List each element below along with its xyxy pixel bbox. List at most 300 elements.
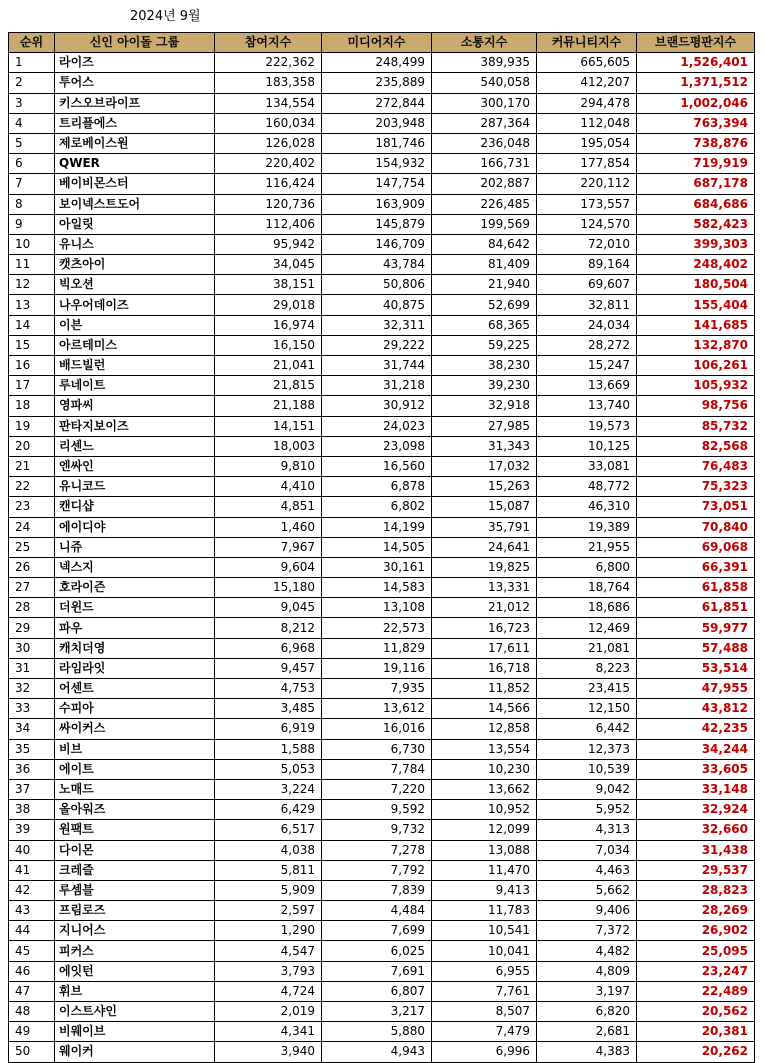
- table-row: [9, 214, 755, 234]
- media-cell: 32,311: [322, 315, 432, 335]
- group-name-cell: 배드빌런: [55, 356, 215, 376]
- communication-cell: 16,723: [432, 618, 537, 638]
- participation-cell: 5,811: [215, 860, 322, 880]
- communication-cell: 27,985: [432, 416, 537, 436]
- communication-cell: 13,331: [432, 578, 537, 598]
- table-row: [9, 275, 755, 295]
- media-cell: 23,098: [322, 436, 432, 456]
- brand-index-cell: 23,247: [637, 961, 755, 981]
- group-name-cell: 빅오션: [55, 275, 215, 295]
- rank-cell: 48: [9, 1002, 55, 1022]
- group-name-cell: 에잇턴: [55, 961, 215, 981]
- communication-cell: 10,230: [432, 759, 537, 779]
- table-row: [9, 356, 755, 376]
- participation-cell: 3,793: [215, 961, 322, 981]
- group-name-cell: 라이즈: [55, 53, 215, 73]
- col-community-header: 커뮤니티지수: [537, 33, 637, 53]
- media-cell: 272,844: [322, 93, 432, 113]
- media-cell: 5,880: [322, 1022, 432, 1042]
- rank-cell: 18: [9, 396, 55, 416]
- brand-index-cell: 69,068: [637, 537, 755, 557]
- group-name-cell: 지니어스: [55, 921, 215, 941]
- table-row: [9, 578, 755, 598]
- group-name-cell: 노매드: [55, 779, 215, 799]
- group-name-cell: 트리플에스: [55, 113, 215, 133]
- group-name-cell: 올아워즈: [55, 800, 215, 820]
- communication-cell: 10,541: [432, 921, 537, 941]
- group-name-cell: 싸이커스: [55, 719, 215, 739]
- participation-cell: 4,851: [215, 497, 322, 517]
- group-name-cell: 투어스: [55, 73, 215, 93]
- community-cell: 46,310: [537, 497, 637, 517]
- communication-cell: 6,955: [432, 961, 537, 981]
- communication-cell: 32,918: [432, 396, 537, 416]
- group-name-cell: 루셈블: [55, 880, 215, 900]
- participation-cell: 126,028: [215, 133, 322, 153]
- table-row: [9, 618, 755, 638]
- group-name-cell: 어센트: [55, 679, 215, 699]
- participation-cell: 9,457: [215, 658, 322, 678]
- col-group-header: 신인 아이돌 그룹: [55, 33, 215, 53]
- rank-cell: 1: [9, 53, 55, 73]
- group-name-cell: 캐치더영: [55, 638, 215, 658]
- brand-index-cell: 66,391: [637, 557, 755, 577]
- community-cell: 665,605: [537, 53, 637, 73]
- community-cell: 9,406: [537, 901, 637, 921]
- rank-cell: 23: [9, 497, 55, 517]
- rank-cell: 21: [9, 456, 55, 476]
- rank-cell: 32: [9, 679, 55, 699]
- table-row: [9, 719, 755, 739]
- community-cell: 13,740: [537, 396, 637, 416]
- media-cell: 7,699: [322, 921, 432, 941]
- participation-cell: 116,424: [215, 174, 322, 194]
- brand-index-cell: 763,394: [637, 113, 755, 133]
- participation-cell: 6,429: [215, 800, 322, 820]
- table-row: [9, 113, 755, 133]
- col-brand-header: 브랜드평판지수: [637, 33, 755, 53]
- rank-cell: 9: [9, 214, 55, 234]
- rank-cell: 31: [9, 658, 55, 678]
- group-name-cell: QWER: [55, 154, 215, 174]
- rank-cell: 44: [9, 921, 55, 941]
- media-cell: 7,792: [322, 860, 432, 880]
- brand-index-cell: 1,002,046: [637, 93, 755, 113]
- media-cell: 14,583: [322, 578, 432, 598]
- rank-cell: 28: [9, 598, 55, 618]
- communication-cell: 540,058: [432, 73, 537, 93]
- media-cell: 4,484: [322, 901, 432, 921]
- group-name-cell: 피커스: [55, 941, 215, 961]
- rank-cell: 19: [9, 416, 55, 436]
- community-cell: 4,313: [537, 820, 637, 840]
- brand-index-cell: 141,685: [637, 315, 755, 335]
- rank-cell: 41: [9, 860, 55, 880]
- group-name-cell: 캔디샵: [55, 497, 215, 517]
- rank-cell: 38: [9, 800, 55, 820]
- community-cell: 112,048: [537, 113, 637, 133]
- brand-index-cell: 75,323: [637, 477, 755, 497]
- table-row: [9, 154, 755, 174]
- community-cell: 32,811: [537, 295, 637, 315]
- participation-cell: 2,597: [215, 901, 322, 921]
- table-row: [9, 537, 755, 557]
- media-cell: 43,784: [322, 255, 432, 275]
- communication-cell: 81,409: [432, 255, 537, 275]
- table-row: [9, 456, 755, 476]
- group-name-cell: 아르테미스: [55, 335, 215, 355]
- brand-index-cell: 61,858: [637, 578, 755, 598]
- communication-cell: 10,952: [432, 800, 537, 820]
- participation-cell: 9,810: [215, 456, 322, 476]
- brand-index-cell: 29,537: [637, 860, 755, 880]
- group-name-cell: 엔싸인: [55, 456, 215, 476]
- rank-cell: 35: [9, 739, 55, 759]
- communication-cell: 7,479: [432, 1022, 537, 1042]
- table-row: [9, 1002, 755, 1022]
- rank-cell: 42: [9, 880, 55, 900]
- communication-cell: 12,858: [432, 719, 537, 739]
- table-row: [9, 961, 755, 981]
- brand-index-cell: 684,686: [637, 194, 755, 214]
- participation-cell: 6,517: [215, 820, 322, 840]
- group-name-cell: 프림로즈: [55, 901, 215, 921]
- brand-index-cell: 98,756: [637, 396, 755, 416]
- media-cell: 145,879: [322, 214, 432, 234]
- media-cell: 31,744: [322, 356, 432, 376]
- rank-cell: 37: [9, 779, 55, 799]
- brand-index-cell: 70,840: [637, 517, 755, 537]
- participation-cell: 3,224: [215, 779, 322, 799]
- table-row: [9, 941, 755, 961]
- communication-cell: 202,887: [432, 174, 537, 194]
- participation-cell: 9,604: [215, 557, 322, 577]
- table-row: [9, 255, 755, 275]
- rank-cell: 29: [9, 618, 55, 638]
- group-name-cell: 베이비몬스터: [55, 174, 215, 194]
- communication-cell: 12,099: [432, 820, 537, 840]
- group-name-cell: 유니스: [55, 234, 215, 254]
- rank-cell: 17: [9, 376, 55, 396]
- participation-cell: 16,974: [215, 315, 322, 335]
- rank-cell: 25: [9, 537, 55, 557]
- table-row: [9, 376, 755, 396]
- participation-cell: 1,290: [215, 921, 322, 941]
- participation-cell: 18,003: [215, 436, 322, 456]
- group-name-cell: 웨이커: [55, 1042, 215, 1062]
- communication-cell: 300,170: [432, 93, 537, 113]
- community-cell: 220,112: [537, 174, 637, 194]
- media-cell: 6,878: [322, 477, 432, 497]
- community-cell: 48,772: [537, 477, 637, 497]
- rank-cell: 20: [9, 436, 55, 456]
- participation-cell: 16,150: [215, 335, 322, 355]
- participation-cell: 3,485: [215, 699, 322, 719]
- group-name-cell: 더윈드: [55, 598, 215, 618]
- table-row: [9, 295, 755, 315]
- rank-cell: 36: [9, 759, 55, 779]
- communication-cell: 226,485: [432, 194, 537, 214]
- communication-cell: 7,761: [432, 981, 537, 1001]
- rank-cell: 26: [9, 557, 55, 577]
- media-cell: 50,806: [322, 275, 432, 295]
- rank-cell: 10: [9, 234, 55, 254]
- media-cell: 19,116: [322, 658, 432, 678]
- brand-index-cell: 155,404: [637, 295, 755, 315]
- participation-cell: 95,942: [215, 234, 322, 254]
- rank-cell: 12: [9, 275, 55, 295]
- brand-index-cell: 34,244: [637, 739, 755, 759]
- brand-index-cell: 1,526,401: [637, 53, 755, 73]
- group-name-cell: 수피아: [55, 699, 215, 719]
- media-cell: 13,108: [322, 598, 432, 618]
- communication-cell: 35,791: [432, 517, 537, 537]
- participation-cell: 4,038: [215, 840, 322, 860]
- participation-cell: 220,402: [215, 154, 322, 174]
- communication-cell: 11,783: [432, 901, 537, 921]
- table-row: [9, 93, 755, 113]
- table-row: [9, 840, 755, 860]
- group-name-cell: 넥스지: [55, 557, 215, 577]
- participation-cell: 21,815: [215, 376, 322, 396]
- communication-cell: 31,343: [432, 436, 537, 456]
- community-cell: 5,662: [537, 880, 637, 900]
- rank-cell: 13: [9, 295, 55, 315]
- participation-cell: 4,753: [215, 679, 322, 699]
- communication-cell: 15,087: [432, 497, 537, 517]
- brand-index-cell: 85,732: [637, 416, 755, 436]
- media-cell: 146,709: [322, 234, 432, 254]
- brand-index-cell: 20,262: [637, 1042, 755, 1062]
- table-row: [9, 53, 755, 73]
- table-row: [9, 800, 755, 820]
- brand-index-cell: 106,261: [637, 356, 755, 376]
- community-cell: 173,557: [537, 194, 637, 214]
- media-cell: 6,025: [322, 941, 432, 961]
- communication-cell: 13,088: [432, 840, 537, 860]
- col-media-header: 미디어지수: [322, 33, 432, 53]
- community-cell: 4,463: [537, 860, 637, 880]
- participation-cell: 4,724: [215, 981, 322, 1001]
- media-cell: 4,943: [322, 1042, 432, 1062]
- media-cell: 29,222: [322, 335, 432, 355]
- brand-reputation-table: [8, 32, 755, 1063]
- group-name-cell: 원팩트: [55, 820, 215, 840]
- rank-cell: 46: [9, 961, 55, 981]
- community-cell: 33,081: [537, 456, 637, 476]
- table-row: [9, 234, 755, 254]
- community-cell: 177,854: [537, 154, 637, 174]
- participation-cell: 3,940: [215, 1042, 322, 1062]
- brand-index-cell: 1,371,512: [637, 73, 755, 93]
- group-name-cell: 니쥬: [55, 537, 215, 557]
- participation-cell: 14,151: [215, 416, 322, 436]
- community-cell: 15,247: [537, 356, 637, 376]
- table-row: [9, 880, 755, 900]
- media-cell: 181,746: [322, 133, 432, 153]
- media-cell: 11,829: [322, 638, 432, 658]
- media-cell: 7,839: [322, 880, 432, 900]
- communication-cell: 84,642: [432, 234, 537, 254]
- group-name-cell: 에이트: [55, 759, 215, 779]
- media-cell: 40,875: [322, 295, 432, 315]
- brand-index-cell: 32,660: [637, 820, 755, 840]
- brand-index-cell: 73,051: [637, 497, 755, 517]
- community-cell: 89,164: [537, 255, 637, 275]
- community-cell: 6,800: [537, 557, 637, 577]
- media-cell: 203,948: [322, 113, 432, 133]
- brand-index-cell: 180,504: [637, 275, 755, 295]
- table-row: [9, 73, 755, 93]
- community-cell: 12,469: [537, 618, 637, 638]
- participation-cell: 4,410: [215, 477, 322, 497]
- rank-cell: 15: [9, 335, 55, 355]
- participation-cell: 15,180: [215, 578, 322, 598]
- media-cell: 14,199: [322, 517, 432, 537]
- media-cell: 248,499: [322, 53, 432, 73]
- rank-cell: 50: [9, 1042, 55, 1062]
- communication-cell: 17,611: [432, 638, 537, 658]
- table-row: [9, 557, 755, 577]
- group-name-cell: 리센느: [55, 436, 215, 456]
- rank-cell: 27: [9, 578, 55, 598]
- brand-index-cell: 248,402: [637, 255, 755, 275]
- brand-index-cell: 28,269: [637, 901, 755, 921]
- community-cell: 24,034: [537, 315, 637, 335]
- communication-cell: 389,935: [432, 53, 537, 73]
- table-body: [9, 53, 755, 1062]
- communication-cell: 59,225: [432, 335, 537, 355]
- media-cell: 30,912: [322, 396, 432, 416]
- table-row: [9, 416, 755, 436]
- table-header-row: [9, 33, 755, 53]
- community-cell: 12,150: [537, 699, 637, 719]
- brand-index-cell: 738,876: [637, 133, 755, 153]
- community-cell: 124,570: [537, 214, 637, 234]
- rank-cell: 39: [9, 820, 55, 840]
- communication-cell: 21,940: [432, 275, 537, 295]
- participation-cell: 34,045: [215, 255, 322, 275]
- table-row: [9, 901, 755, 921]
- group-name-cell: 나우어데이즈: [55, 295, 215, 315]
- communication-cell: 11,470: [432, 860, 537, 880]
- media-cell: 7,278: [322, 840, 432, 860]
- group-name-cell: 판타지보이즈: [55, 416, 215, 436]
- brand-index-cell: 687,178: [637, 174, 755, 194]
- community-cell: 8,223: [537, 658, 637, 678]
- group-name-cell: 제로베이스원: [55, 133, 215, 153]
- communication-cell: 52,699: [432, 295, 537, 315]
- communication-cell: 19,825: [432, 557, 537, 577]
- table-row: [9, 638, 755, 658]
- rank-cell: 33: [9, 699, 55, 719]
- participation-cell: 112,406: [215, 214, 322, 234]
- brand-index-cell: 53,514: [637, 658, 755, 678]
- community-cell: 10,539: [537, 759, 637, 779]
- group-name-cell: 비브: [55, 739, 215, 759]
- group-name-cell: 휘브: [55, 981, 215, 1001]
- group-name-cell: 캣츠아이: [55, 255, 215, 275]
- table-row: [9, 133, 755, 153]
- community-cell: 6,820: [537, 1002, 637, 1022]
- media-cell: 6,807: [322, 981, 432, 1001]
- media-cell: 16,016: [322, 719, 432, 739]
- participation-cell: 21,041: [215, 356, 322, 376]
- brand-index-cell: 582,423: [637, 214, 755, 234]
- media-cell: 235,889: [322, 73, 432, 93]
- media-cell: 14,505: [322, 537, 432, 557]
- brand-index-cell: 76,483: [637, 456, 755, 476]
- rank-cell: 11: [9, 255, 55, 275]
- communication-cell: 8,507: [432, 1002, 537, 1022]
- brand-index-cell: 132,870: [637, 335, 755, 355]
- rank-cell: 2: [9, 73, 55, 93]
- col-participation-header: 참여지수: [215, 33, 322, 53]
- brand-index-cell: 105,932: [637, 376, 755, 396]
- participation-cell: 1,588: [215, 739, 322, 759]
- community-cell: 21,955: [537, 537, 637, 557]
- col-rank-header: 순위: [9, 33, 55, 53]
- participation-cell: 9,045: [215, 598, 322, 618]
- media-cell: 13,612: [322, 699, 432, 719]
- community-cell: 294,478: [537, 93, 637, 113]
- community-cell: 28,272: [537, 335, 637, 355]
- brand-index-cell: 28,823: [637, 880, 755, 900]
- table-row: [9, 497, 755, 517]
- table-row: [9, 315, 755, 335]
- brand-index-cell: 33,605: [637, 759, 755, 779]
- participation-cell: 6,968: [215, 638, 322, 658]
- communication-cell: 38,230: [432, 356, 537, 376]
- brand-index-cell: 42,235: [637, 719, 755, 739]
- participation-cell: 120,736: [215, 194, 322, 214]
- table-row: [9, 820, 755, 840]
- community-cell: 7,372: [537, 921, 637, 941]
- media-cell: 147,754: [322, 174, 432, 194]
- rank-cell: 45: [9, 941, 55, 961]
- brand-index-cell: 43,812: [637, 699, 755, 719]
- brand-index-cell: 33,148: [637, 779, 755, 799]
- community-cell: 69,607: [537, 275, 637, 295]
- media-cell: 7,935: [322, 679, 432, 699]
- communication-cell: 9,413: [432, 880, 537, 900]
- rank-cell: 47: [9, 981, 55, 1001]
- group-name-cell: 크레즐: [55, 860, 215, 880]
- brand-index-cell: 31,438: [637, 840, 755, 860]
- community-cell: 412,207: [537, 73, 637, 93]
- media-cell: 6,730: [322, 739, 432, 759]
- group-name-cell: 영파씨: [55, 396, 215, 416]
- brand-index-cell: 719,919: [637, 154, 755, 174]
- table-row: [9, 699, 755, 719]
- table-row: [9, 679, 755, 699]
- communication-cell: 287,364: [432, 113, 537, 133]
- group-name-cell: 키스오브라이프: [55, 93, 215, 113]
- communication-cell: 39,230: [432, 376, 537, 396]
- table-row: [9, 436, 755, 456]
- group-name-cell: 이븐: [55, 315, 215, 335]
- media-cell: 7,784: [322, 759, 432, 779]
- rank-cell: 43: [9, 901, 55, 921]
- participation-cell: 134,554: [215, 93, 322, 113]
- community-cell: 9,042: [537, 779, 637, 799]
- communication-cell: 236,048: [432, 133, 537, 153]
- communication-cell: 11,852: [432, 679, 537, 699]
- community-cell: 4,809: [537, 961, 637, 981]
- table-row: [9, 477, 755, 497]
- participation-cell: 29,018: [215, 295, 322, 315]
- rank-cell: 34: [9, 719, 55, 739]
